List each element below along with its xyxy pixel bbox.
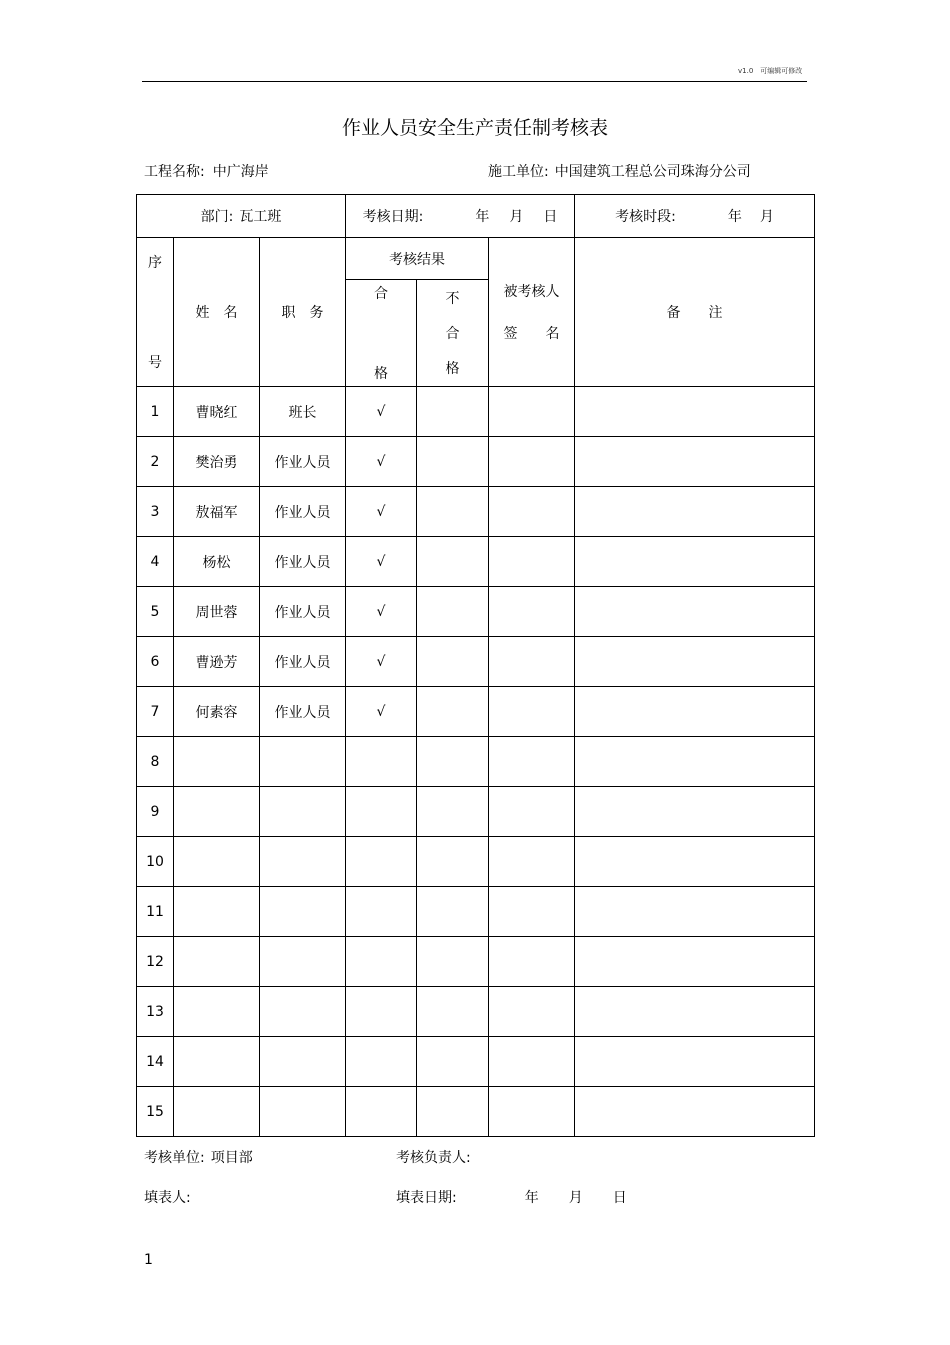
row-position: 作业人员 <box>260 537 346 587</box>
assess-unit-value: 项目部 <box>210 1150 253 1166</box>
seq-header-bottom: 号 <box>148 355 162 371</box>
row-pass <box>346 787 417 837</box>
assess-period-label: 考核时段: <box>615 209 676 225</box>
row-signature <box>489 737 575 787</box>
table-row <box>137 587 815 637</box>
row-number: 5 <box>137 587 174 637</box>
row-fail <box>417 987 489 1037</box>
row-signature <box>489 487 575 537</box>
row-position <box>260 1037 346 1087</box>
row-remark <box>575 487 815 537</box>
row-remark <box>575 687 815 737</box>
row-remark <box>575 887 815 937</box>
row-position: 作业人员 <box>260 437 346 487</box>
row-pass: √ <box>346 387 417 437</box>
row-position <box>260 787 346 837</box>
row-name <box>174 787 260 837</box>
row-remark <box>575 437 815 487</box>
assess-lead: 考核负责人: <box>396 1150 471 1166</box>
row-position: 作业人员 <box>260 587 346 637</box>
row-name: 曹逊芳 <box>174 637 260 687</box>
row-number: 3 <box>137 487 174 537</box>
row-remark <box>575 1037 815 1087</box>
row-fail <box>417 887 489 937</box>
assess-date-year: 年 <box>475 209 490 225</box>
row-fail <box>417 537 489 587</box>
row-fail <box>417 387 489 437</box>
header-rule <box>142 81 807 82</box>
row-number: 9 <box>137 787 174 837</box>
row-fail <box>417 837 489 887</box>
sign-header-bottom: 签 名 <box>503 326 560 342</box>
row-pass: √ <box>346 687 417 737</box>
table-row <box>137 987 815 1037</box>
table-row <box>137 1037 815 1087</box>
row-name <box>174 1087 260 1137</box>
row-signature <box>489 887 575 937</box>
fail-header <box>417 280 489 387</box>
row-signature <box>489 637 575 687</box>
table-row <box>137 637 815 687</box>
row-number: 10 <box>137 837 174 887</box>
pass-header-bottom: 格 <box>374 366 389 382</box>
row-pass <box>346 987 417 1037</box>
row-number: 7 <box>137 687 174 737</box>
row-pass: √ <box>346 587 417 637</box>
row-pass: √ <box>346 637 417 687</box>
unit-label: 施工单位: <box>488 164 549 180</box>
assess-date-month: 月 <box>509 209 524 225</box>
row-signature <box>489 387 575 437</box>
project-value: 中广海岸 <box>212 164 269 180</box>
row-position: 作业人员 <box>260 487 346 537</box>
assess-date-day: 日 <box>543 209 558 225</box>
fill-date-label: 填表日期: <box>396 1190 457 1206</box>
fill-date-month: 月 <box>568 1190 583 1206</box>
row-signature <box>489 787 575 837</box>
row-remark <box>575 387 815 437</box>
row-name <box>174 937 260 987</box>
name-header: 姓 名 <box>174 238 260 387</box>
row-remark <box>575 987 815 1037</box>
row-number: 2 <box>137 437 174 487</box>
row-fail <box>417 737 489 787</box>
fill-date-day: 日 <box>612 1190 627 1206</box>
row-name <box>174 887 260 937</box>
row-remark <box>575 787 815 837</box>
row-remark <box>575 737 815 787</box>
assess-period-year: 年 <box>727 209 742 225</box>
table-row <box>137 837 815 887</box>
row-number: 1 <box>137 387 174 437</box>
row-fail <box>417 587 489 637</box>
row-signature <box>489 437 575 487</box>
table-body <box>137 387 815 1137</box>
table-row <box>137 387 815 437</box>
unit-value: 中国建筑工程总公司珠海分公司 <box>554 164 751 180</box>
table-row <box>137 487 815 537</box>
row-position <box>260 887 346 937</box>
sign-header <box>489 238 575 387</box>
row-name <box>174 987 260 1037</box>
row-signature <box>489 587 575 637</box>
row-name: 何素容 <box>174 687 260 737</box>
row-number: 8 <box>137 737 174 787</box>
version-note: v1.0 可编辑可修改 <box>738 67 803 75</box>
row-position: 班长 <box>260 387 346 437</box>
table-row <box>137 887 815 937</box>
row-name: 周世蓉 <box>174 587 260 637</box>
row-remark <box>575 637 815 687</box>
assess-date-cell <box>346 195 575 238</box>
row-fail <box>417 1087 489 1137</box>
fail-header-1: 不 <box>445 291 460 307</box>
row-number: 13 <box>137 987 174 1037</box>
seq-header <box>137 238 174 387</box>
table-row <box>137 787 815 837</box>
fill-date-year: 年 <box>524 1190 539 1206</box>
row-fail <box>417 687 489 737</box>
construction-unit <box>488 161 751 181</box>
row-pass <box>346 837 417 887</box>
row-name: 樊治勇 <box>174 437 260 487</box>
row-fail <box>417 437 489 487</box>
row-pass: √ <box>346 487 417 537</box>
row-signature <box>489 837 575 887</box>
row-pass: √ <box>346 537 417 587</box>
assess-period-month: 月 <box>759 209 774 225</box>
row-remark <box>575 587 815 637</box>
row-name <box>174 737 260 787</box>
row-remark <box>575 537 815 587</box>
row-signature <box>489 1037 575 1087</box>
project-label: 工程名称: <box>144 164 205 180</box>
assessment-table <box>136 194 815 1137</box>
table-row <box>137 1087 815 1137</box>
assess-unit <box>144 1147 253 1167</box>
row-position: 作业人员 <box>260 637 346 687</box>
row-position <box>260 737 346 787</box>
row-signature <box>489 537 575 587</box>
table-row <box>137 537 815 587</box>
row-number: 4 <box>137 537 174 587</box>
table-row <box>137 687 815 737</box>
row-position <box>260 1087 346 1137</box>
row-pass <box>346 737 417 787</box>
table-row <box>137 737 815 787</box>
row-name: 曹晓红 <box>174 387 260 437</box>
row-fail <box>417 1037 489 1087</box>
result-header: 考核结果 <box>346 238 489 280</box>
table-row <box>137 437 815 487</box>
filler: 填表人: <box>144 1190 191 1206</box>
row-remark <box>575 837 815 887</box>
row-pass <box>346 937 417 987</box>
row-name: 杨松 <box>174 537 260 587</box>
project-name <box>144 161 269 181</box>
department-label: 部门: <box>200 209 234 225</box>
row-number: 11 <box>137 887 174 937</box>
assess-period-cell <box>575 195 815 238</box>
row-number: 6 <box>137 637 174 687</box>
row-fail <box>417 937 489 987</box>
department-cell <box>137 195 346 238</box>
row-fail <box>417 487 489 537</box>
row-signature <box>489 987 575 1037</box>
sign-header-top: 被考核人 <box>503 284 560 300</box>
row-name <box>174 837 260 887</box>
row-name <box>174 1037 260 1087</box>
row-remark <box>575 937 815 987</box>
page-number: 1 <box>144 1252 153 1268</box>
row-position <box>260 937 346 987</box>
row-pass <box>346 1037 417 1087</box>
row-signature <box>489 687 575 737</box>
row-number: 15 <box>137 1087 174 1137</box>
position-header: 职 务 <box>260 238 346 387</box>
row-fail <box>417 787 489 837</box>
row-number: 14 <box>137 1037 174 1087</box>
row-position <box>260 987 346 1037</box>
row-pass <box>346 1087 417 1137</box>
seq-header-top: 序 <box>148 255 162 271</box>
row-position <box>260 837 346 887</box>
row-fail <box>417 637 489 687</box>
row-signature <box>489 937 575 987</box>
department-value: 瓦工班 <box>239 209 282 225</box>
assess-date-label: 考核日期: <box>362 209 424 225</box>
table-row <box>137 937 815 987</box>
fail-header-2: 合 <box>445 326 460 342</box>
remark-header: 备 注 <box>575 238 815 387</box>
pass-header-top: 合 <box>374 286 389 302</box>
pass-header <box>346 280 417 387</box>
department-row <box>137 195 815 238</box>
row-number: 12 <box>137 937 174 987</box>
fail-header-3: 格 <box>445 361 460 377</box>
assess-unit-label: 考核单位: <box>144 1150 205 1166</box>
page-title: 作业人员安全生产责任制考核表 <box>341 117 608 139</box>
row-pass <box>346 887 417 937</box>
row-remark <box>575 1087 815 1137</box>
row-name: 敖福军 <box>174 487 260 537</box>
fill-date <box>396 1187 627 1207</box>
row-position: 作业人员 <box>260 687 346 737</box>
row-signature <box>489 1087 575 1137</box>
row-pass: √ <box>346 437 417 487</box>
header-row-1 <box>137 238 815 280</box>
